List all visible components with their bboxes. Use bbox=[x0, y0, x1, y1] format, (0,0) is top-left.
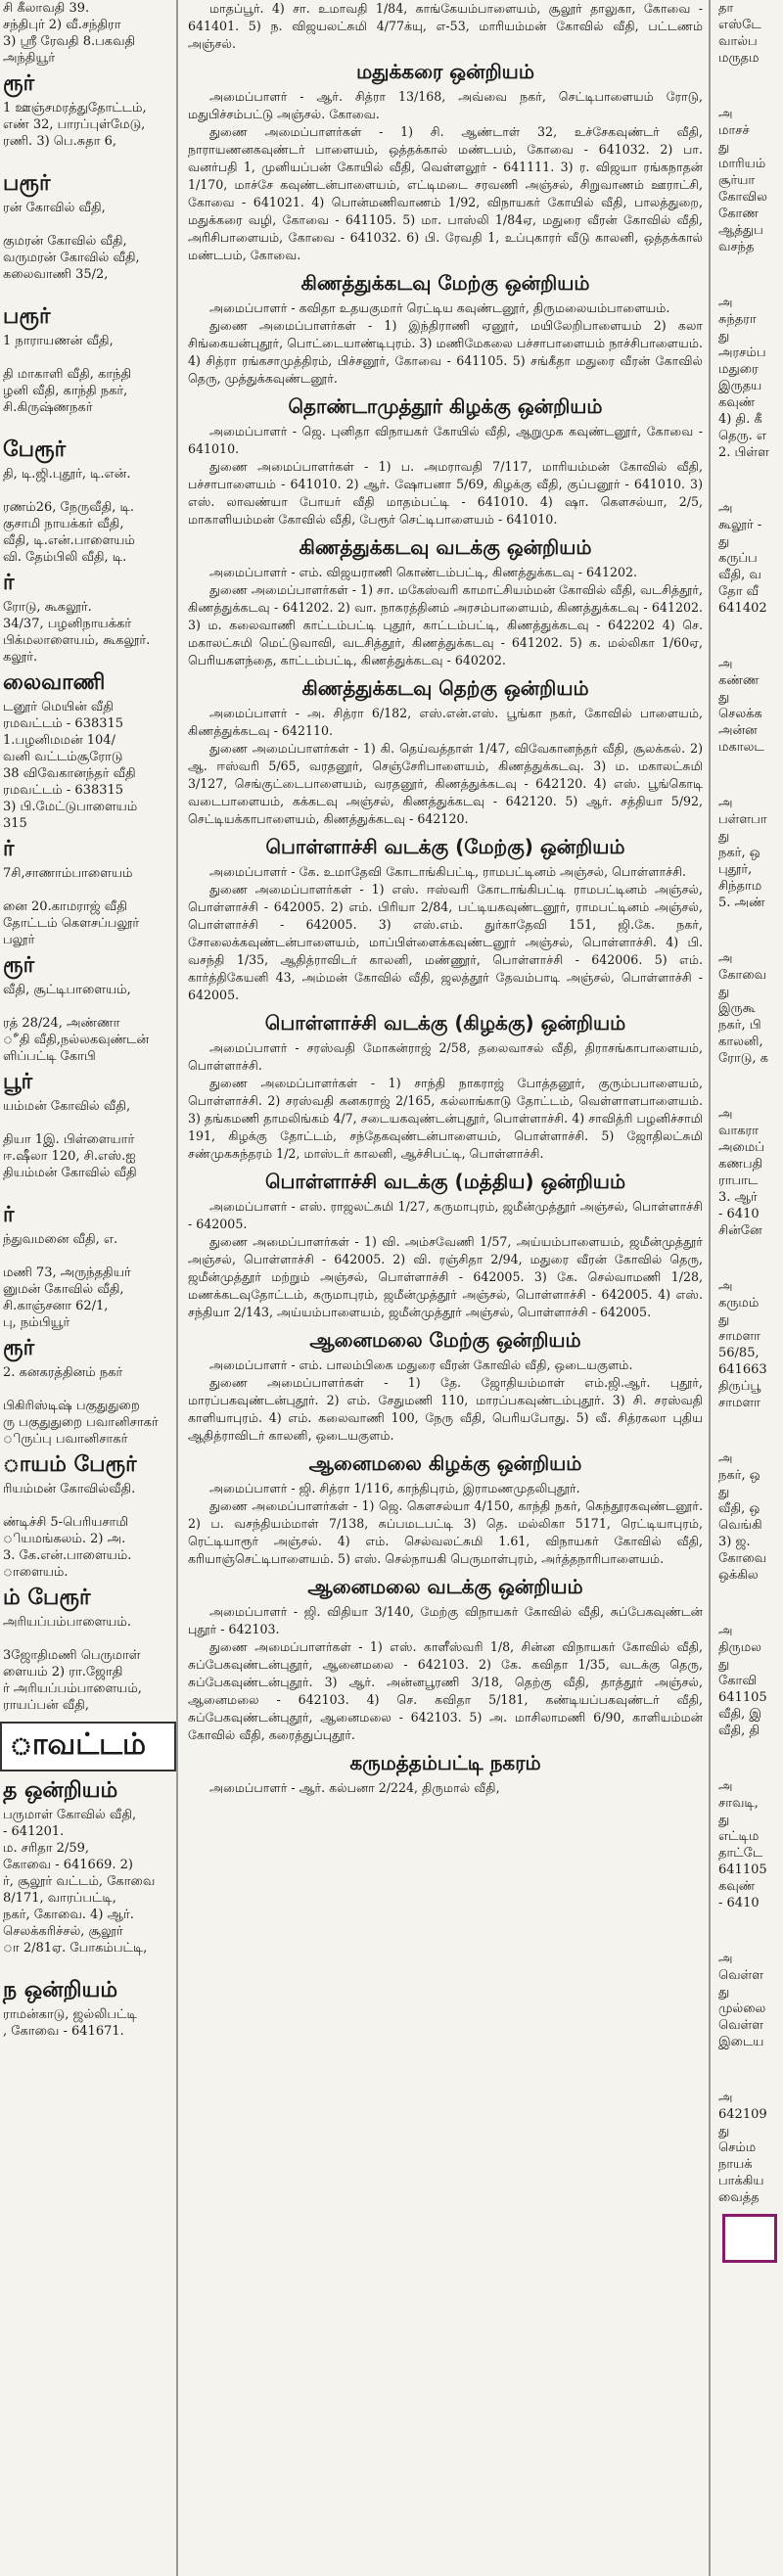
left-fragment-line: தி மாகாளி வீதி, காந்தி bbox=[3, 367, 132, 382]
left-fragment-line: கலைவாணி 35/2, bbox=[3, 267, 109, 282]
left-fragment-line: 3ஜோதிமணி பெருமாள் bbox=[3, 1648, 141, 1663]
right-fragment-line: 3. ஆர் bbox=[718, 1190, 758, 1205]
right-fragment-line: து bbox=[718, 829, 730, 844]
left-fragment-line bbox=[0, 1115, 176, 1131]
left-fragment-line: தியம்மன் கோவில் வீதி bbox=[3, 1166, 137, 1180]
right-fragment-line: கோவை bbox=[718, 1551, 767, 1566]
left-fragment-line: தியா 1இ. பிள்ளையார் bbox=[3, 1132, 135, 1147]
left-fragment-line bbox=[0, 998, 176, 1015]
right-fragment-line: அ bbox=[718, 1451, 733, 1466]
right-fragment-line: து bbox=[718, 1657, 730, 1672]
left-fragment-heading: ம் பேரூர் bbox=[3, 1585, 91, 1610]
union-sections bbox=[188, 57, 703, 1797]
left-fragment-line: ரணம்26, நேருவீதி, டி. bbox=[3, 500, 134, 515]
left-fragment-line: ாளையம். bbox=[3, 1565, 69, 1580]
section-leader: அமைப்பாளர் - ஆர். சித்ரா 13/168, அவ்வை நகர், செட்டிபாளையம் ரோடு, மதுபிச்சம்பட்டு அஞ்சல். கோவை. bbox=[188, 89, 703, 121]
section-deputies: துணை அமைப்பாளர்கள் - 1) கி. தெய்வத்தாள் 1/47, விவேகானந்தர் வீதி, சூலக்கல். 2) ஆ. ஈஸ்வரி 5/65, வரதனூர், செஞ்சேரிபாளையம், கிணத்துக்கடவு. 3) ம. மகாலட்சுமி 3/127, செங்குட்டைபாளையம், வரதனூர், கிணத்துக்கடவு - 642120. 4) எஸ். பூங்கொடி வடைபாளையம், கக்கடவு அஞ்சல், கிணத்துக்கடவு - 642120. 5) ஆர். சத்தியா 5/92, செட்டியக்காபாளையம், கிணத்துக்கடவு - 642120. bbox=[188, 741, 703, 826]
right-fragment-line: து bbox=[718, 1485, 730, 1499]
left-fragment-line: ரு பகுதுதுறை பவானிசாகர் bbox=[3, 1415, 159, 1430]
left-fragment-line bbox=[0, 1381, 176, 1398]
left-fragment-line: ராமன்காடு, ஜல்லிபட்டி bbox=[3, 2007, 137, 2022]
left-district-heading-box: ாவட்டம் bbox=[0, 1722, 176, 1771]
right-fragment-line: து bbox=[718, 1813, 730, 1827]
section-deputies: துணை அமைப்பாளர்கள் - 1) தே. ஜோதியம்மாள் எம்.ஜி.ஆர். புதூர், மாரப்பகவுண்டன்புதூர். 2) எம். சேதுமணி 110, மாரப்பகவுண்டம்புதூர். 3) சி. சரஸ்வதி காளியாபுரம். 4) எம். கலைவாணி 100, நேரு வீதி, பெரியபோது. 5) வீ. சித்ரகலா புதிய ஆதித்ராவிடர் காலனி, ஒடையகுளம். bbox=[188, 1375, 703, 1443]
right-fragment-line: ராபாட bbox=[718, 1173, 759, 1188]
right-fragment-line: கோவை bbox=[718, 968, 767, 983]
left-fragment-line: ரன் கோவில் வீதி, bbox=[3, 201, 106, 215]
right-fragment-line: வெள்ள bbox=[718, 2018, 764, 2033]
left-fragment-heading: பேரூர் bbox=[3, 437, 67, 462]
right-fragment-line: - 6410 bbox=[718, 1207, 760, 1221]
section-title: பொள்ளாச்சி வடக்கு (மேற்கு) ஒன்றியம் bbox=[265, 835, 625, 858]
right-fragment-line: கோண bbox=[718, 207, 759, 221]
union-section bbox=[188, 268, 703, 388]
right-fragment-line: 641663 bbox=[718, 1362, 767, 1377]
left-fragment-line: ராயப்பன் வீதி, bbox=[3, 1698, 89, 1713]
right-gap bbox=[716, 255, 783, 295]
left-fragment-line: ா 2/81ஏ. போகம்பட்டி, bbox=[3, 1941, 148, 1955]
section-title: ஆனைமலை மேற்கு ஒன்றியம் bbox=[309, 1328, 581, 1352]
right-fragment-line: எஸ்டே bbox=[718, 18, 761, 32]
section-leader: அமைப்பாளர் - எம். பாலம்பிகை மதுரை வீரன் கோவில் வீதி, ஒடையகுளம். bbox=[209, 1357, 633, 1372]
left-fragment-line: வி. தேம்பிலி வீதி, டி. bbox=[3, 550, 127, 565]
right-fragment-line: அரசம்ப bbox=[718, 345, 766, 360]
section-leader: அமைப்பாளர் - ஜி. சித்ரா 1/116, காந்திபுரம், இராமணமுதலிபுதூர். bbox=[209, 1481, 580, 1495]
right-fragment-line: அ bbox=[718, 296, 733, 310]
left-fragment-line: சந்திபுர் 2) வீ.சந்திரா bbox=[3, 18, 121, 32]
section-title: மதுக்கரை ஒன்றியம் bbox=[356, 60, 534, 83]
right-gap bbox=[716, 1584, 783, 1623]
right-fragment-line: தா bbox=[718, 1, 734, 16]
section-title: ஆனைமலை கிழக்கு ஒன்றியம் bbox=[308, 1451, 582, 1475]
left-fragment-line: குசாமி நாயக்கர் வீதி, bbox=[3, 517, 124, 531]
left-fragment-heading: ரூர் bbox=[3, 70, 35, 96]
left-fragment-heading: பரூர் bbox=[3, 170, 51, 196]
left-fragment-line bbox=[0, 1248, 176, 1265]
right-fragment-line: ஒக்கில bbox=[718, 1568, 759, 1583]
right-fragment-line: வாகரா bbox=[718, 1124, 760, 1138]
union-section bbox=[188, 832, 703, 1004]
left-fragment-line: தோட்டம் கௌசப்பலூர் bbox=[3, 916, 140, 931]
left-fragment-line: வீதி, சூட்டிபாளையம், bbox=[3, 983, 131, 997]
left-fragment-line: னை 20.காமராஜ் வீதி bbox=[3, 899, 127, 914]
left-fragment-line: ரமவட்டம் - 638315 bbox=[3, 783, 124, 798]
left-fragment-line: அந்தியூர் bbox=[3, 51, 56, 66]
right-fragment-line: நாயக் bbox=[718, 2157, 753, 2172]
left-fragment-line: கலூர். bbox=[3, 650, 38, 665]
left-fragment-line: டனூர் மெயின் வீதி bbox=[3, 700, 114, 714]
right-fragment-line: து bbox=[718, 140, 730, 155]
left-fragment-heading: லைவாணி bbox=[3, 669, 106, 695]
right-fragment-line: 641402 bbox=[718, 601, 767, 616]
right-fragment-line: து bbox=[718, 985, 730, 999]
left-fragment-line: ிருப்பு பவானிசாகர் bbox=[3, 1432, 128, 1447]
right-fragment-line: முல்லை bbox=[718, 2001, 766, 2016]
left-fragment-line: வருமரன் கோவில் வீதி, bbox=[3, 251, 140, 265]
left-fragment-line: ியமங்கலம். 2) அ. bbox=[3, 1532, 126, 1546]
union-section bbox=[188, 391, 703, 529]
right-gap bbox=[716, 1239, 783, 1278]
section-title: பொள்ளாச்சி வடக்கு (மத்திய) ஒன்றியம் bbox=[264, 1170, 626, 1193]
right-fragment-line: மாசச் bbox=[718, 123, 750, 138]
right-fragment-line: ஆத்துப bbox=[718, 223, 763, 238]
right-fragment-line: பாக்கிய bbox=[718, 2174, 764, 2188]
right-fragment-line: அமைப் bbox=[718, 1140, 764, 1155]
right-fragment-line: அ bbox=[718, 1779, 733, 1794]
left-fragment-line bbox=[0, 483, 176, 499]
right-fragment-line: சாவடி, bbox=[718, 1796, 759, 1811]
right-fragment-line: நகர், பி bbox=[718, 1018, 761, 1033]
right-fragment-line: து bbox=[718, 329, 730, 344]
right-fragment-line: து bbox=[718, 534, 730, 549]
right-fragment-line: கவுண் bbox=[718, 395, 756, 410]
right-fragment-line: வீதி, இ bbox=[718, 1707, 762, 1722]
union-section bbox=[188, 1008, 703, 1163]
left-fragment-heading: ரூர் bbox=[3, 1335, 35, 1360]
left-fragment-line: ரோடு, கூகலூர். bbox=[3, 600, 92, 615]
section-leader: அமைப்பாளர் - ஜெ. புனிதா விநாயகர் கோயில் வீதி, ஆறுமுக கவுண்டனூர், கோவை - 641010. bbox=[188, 424, 703, 456]
section-deputies: துணை அமைப்பாளர்கள் - 1) வி. அம்சவேணி 1/57, அய்யம்பாளையம், ஜமீன்முத்தூர் அஞ்சல், பொள்ளாச்சி - 642005. 2) வி. ரஞ்சிதா 2/94, மதுரை வீரன் கோவில் தெரு, ஜமீன்முத்தூர் மற்றும் அஞ்சல், பொள்ளாச்சி - 642005. 3) கே. செல்வாமணி 1/28, மணக்கடவுதோட்டம், கருமாபுரம், ஜமீன்முத்தூர் அஞ்சல், பொள்ளாச்சி - 642005. 4) எஸ். சந்தியா 2/143, அய்யம்பாளையம், ஜமீன்முத்தூர் அஞ்சல், பொள்ளாச்சி - 642005. bbox=[188, 1234, 703, 1319]
left-fragment-line: ளையம் 2) ரா.ஜோதி bbox=[3, 1665, 123, 1679]
right-fragment-line: திருமல bbox=[718, 1640, 761, 1655]
right-fragment-line: நகர், ஒ bbox=[718, 1468, 760, 1483]
left-fragment-heading: ர் bbox=[3, 570, 15, 595]
left-fragment-line: அரியப்பம்பாளையம். bbox=[3, 1615, 131, 1630]
left-fragment-line bbox=[0, 1497, 176, 1514]
left-fragment-line: ஈ.ஷீலா 120, சி.எஸ்.ஐ bbox=[3, 1149, 136, 1164]
right-fragment-line: து bbox=[718, 690, 730, 705]
left-fragment-line bbox=[0, 882, 176, 898]
right-gap bbox=[716, 911, 783, 950]
left-fragment-line: சி கீலாவதி 39. bbox=[3, 1, 90, 16]
union-section bbox=[188, 1748, 703, 1797]
right-fragment-line: செம்ம bbox=[718, 2140, 757, 2155]
left-fragment-line: பருமாள் கோவில் வீதி, bbox=[3, 1808, 137, 1822]
left-fragment-line: கோவை - 641669. 2) bbox=[3, 1858, 133, 1872]
left-fragment-line: குமரன் கோவில் வீதி, bbox=[3, 234, 127, 249]
right-fragment-line: அ bbox=[718, 657, 733, 671]
section-title: பொள்ளாச்சி வடக்கு (கிழக்கு) ஒன்றியம் bbox=[264, 1011, 626, 1035]
section-title: தொண்டாமுத்தூர் கிழக்கு ஒன்றியம் bbox=[288, 394, 603, 418]
left-fragment-line: ழனி வீதி, காந்தி நகர், bbox=[3, 384, 128, 398]
right-fragment-line: சின்னே bbox=[718, 1223, 762, 1238]
left-fragment-line: பிகிரிஸ்டிஷ் பகுதுதுறை bbox=[3, 1399, 140, 1413]
left-fragment-heading: ரூர் bbox=[3, 952, 35, 978]
right-gap bbox=[716, 1739, 783, 1778]
left-fragment-line: வீதி, டி.என்.பாளையம் bbox=[3, 533, 135, 548]
left-fragment-heading: ர் bbox=[3, 1202, 15, 1227]
left-fragment-line: ரமவட்டம் - 638315 bbox=[3, 716, 124, 731]
right-fragment-line: அ bbox=[718, 2091, 733, 2105]
right-fragment-line: து bbox=[718, 1985, 730, 2000]
left-fragment-line: 1 ஊஞ்சமரத்துதோட்டம், bbox=[3, 101, 147, 115]
left-fragment-line bbox=[0, 283, 176, 299]
section-deputies: துணை அமைப்பாளர்கள் - 1) சாந்தி நாகராஜ் போத்தனூர், குரும்பபாளையம், பொள்ளாச்சி. 2) சரஸ்வதி கனகராஜ் 2/165, கல்லாங்காடு தோட்டம், வெள்ளாளபாளையம். 3) தங்கமணி தாமலிங்கம் 4/7, சடையகவுண்டன்புதூர், பொள்ளாச்சி. 4) சாவித்ரி பழனிச்சாமி 191, கிழக்கு தோட்டம், சந்தேகவுண்டன்பாளையம், பொள்ளாச்சி. 5) ஜோதிலட்சுமி சண்முகசுந்தரம் 1/2, மாஸ்டர் காலனி, ஆச்சிபட்டி, பொள்ளாச்சி. bbox=[188, 1076, 703, 1161]
right-fragment-line: வைத்த bbox=[718, 2190, 760, 2205]
left-fragment-line: 38 விவேகானந்தர் வீதி bbox=[3, 766, 136, 781]
union-section bbox=[188, 1572, 703, 1744]
left-fragment-line: ரியம்மன் கோவில்வீதி. bbox=[3, 1482, 136, 1496]
left-fragment-line: 315 bbox=[3, 816, 27, 831]
right-fragment-line: புதூர், bbox=[718, 862, 753, 877]
left-fragment-line: சி.காஞ்சனா 62/1, bbox=[3, 1299, 109, 1313]
right-fragment-line: தெரு. எ bbox=[718, 429, 767, 443]
right-fragment-line: அ bbox=[718, 796, 733, 810]
left-fragment-line: 3) பி.மேட்டுபாளையம் bbox=[3, 800, 138, 814]
union-section bbox=[188, 673, 703, 828]
left-fragment-line: ரணி. 3) பெ.சுதா 6, bbox=[3, 134, 116, 149]
right-fragment-line: 641105 bbox=[718, 1690, 767, 1705]
left-fragment-line: 34/37, பழனிநாயக்கர் bbox=[3, 617, 132, 631]
right-fragment-line: தோ வீ bbox=[718, 584, 760, 599]
left-fragment-line: 8/171, வாரப்பட்டி, bbox=[3, 1891, 116, 1906]
section-leader: அமைப்பாளர் - எஸ். ராஜலட்சுமி 1/27, கருமாபுரம், ஜமீன்முத்தூர் அஞ்சல், பொள்ளாச்சி - 642005. bbox=[188, 1199, 703, 1231]
right-gap bbox=[716, 617, 783, 656]
left-fragment-line: சி.கிருஷ்ணநகர் bbox=[3, 400, 93, 415]
right-fragment-line: 641105 bbox=[718, 1863, 767, 1877]
left-fragment-line: பு, நம்பியூர் bbox=[3, 1315, 70, 1330]
right-fragment-line: வசந்த bbox=[718, 240, 755, 254]
left-fragment-heading: பூர் bbox=[3, 1069, 33, 1094]
left-fragment-line: 3. கே.என்.பாளையம். bbox=[3, 1548, 132, 1563]
right-fragment-line: திருப்பூ bbox=[718, 1379, 761, 1394]
left-fragment-line: ம. சரிதா 2/59, bbox=[3, 1841, 89, 1856]
union-section bbox=[188, 57, 703, 264]
union-section bbox=[188, 532, 703, 669]
section-leader: அமைப்பாளர் - சரஸ்வதி மோகன்ராஜ் 2/58, தலைவாசல் வீதி, திராசங்காபாளையம், பொள்ளாச்சி. bbox=[188, 1040, 703, 1073]
right-fragment-line: 56/85, bbox=[718, 1346, 760, 1360]
right-fragment-line: அ bbox=[718, 1624, 733, 1638]
section-title: கருமத்தம்பட்டி நகரம் bbox=[349, 1751, 541, 1774]
right-fragment-line: அன்ன bbox=[718, 723, 758, 738]
left-fragment-line: 7சி,சாணாம்பாளையம் bbox=[3, 866, 133, 881]
right-fragment-line: கருப்ப bbox=[718, 551, 758, 566]
left-fragment-heading: ந ஒன்றியம் bbox=[3, 1977, 118, 2002]
right-fragment-line: அ bbox=[718, 501, 733, 516]
section-title: கிணத்துக்கடவு வடக்கு ஒன்றியம் bbox=[299, 535, 592, 559]
intro-paragraph: மாதப்பூர். 4) சா. உமாவதி 1/84, காங்கேயம்பாளையம், சூலூர் தாலுகா, கோவை - 641401. 5) ந. விஜயலட்சுமி 4/77க்யு, எ-53, மாரியம்மன் கோவில் வீதி, பட்டணம் அஞ்சல். bbox=[188, 1, 703, 51]
right-fragment-line: 642109 bbox=[718, 2107, 767, 2122]
left-fragment-line: , கோவை - 641671. bbox=[3, 2024, 124, 2039]
right-fragment-line: வீதி, ஒ bbox=[718, 1501, 760, 1516]
union-section bbox=[188, 1449, 703, 1568]
section-leader: அமைப்பாளர் - கே. உமாதேவி கோடாங்கிபட்டி, ராமபட்டினம் அஞ்சல், பொள்ளாச்சி. bbox=[209, 864, 686, 879]
right-fragment-line: கோவில bbox=[718, 190, 767, 205]
right-fragment-line: 3) ஜ. bbox=[718, 1535, 751, 1549]
right-fragment-line: கருமம் bbox=[718, 1296, 760, 1311]
section-deputies: துணை அமைப்பாளர்கள் - 1) இந்திராணி ஏனூர், மயிலேறிபாளையம் 2) கலா சிங்கையன்புதூர், பொட்டையாண்டிபுரம். 3) மணிமேகலை பச்சாபாளையம் நாச்சிபாளையம். 4) சித்ரா ரங்கசாமுத்திரம், பிச்சனூர், கோவை - 641105. 5) சங்கீதா மதுரை வீரன் கோவில் தெரு, முத்துக்கவுண்டனூர். bbox=[188, 318, 703, 386]
left-fragment-line bbox=[0, 1956, 176, 1973]
left-fragment-line: ண்டிச்சி 5-பெரியசாமி bbox=[3, 1515, 129, 1530]
left-fragment-line: ர் அரியப்பம்பாளையம், bbox=[3, 1681, 142, 1696]
right-fragment-line: கணபதி bbox=[718, 1157, 763, 1172]
left-fragment-line: தி, டி.ஜி.புதூர், டி.என். bbox=[3, 467, 131, 482]
right-fragment-line: மகாலட bbox=[718, 740, 764, 755]
left-fragment-line bbox=[0, 1631, 176, 1647]
right-gap bbox=[716, 67, 783, 106]
left-fragment-line: யம்மன் கோவில் வீதி, bbox=[3, 1099, 131, 1114]
right-fragment-line: சாமளா bbox=[718, 1329, 760, 1344]
right-fragment-line: இருதய bbox=[718, 379, 762, 393]
section-title: ஆனைமலை வடக்கு ஒன்றியம் bbox=[307, 1575, 583, 1598]
right-gap bbox=[716, 2050, 783, 2090]
left-fragment-line: ரத் 28/24, அண்ணா bbox=[3, 1016, 120, 1031]
section-deputies: துணை அமைப்பாளர்கள் - 1) சா. மகேஸ்வரி காமாட்சியம்மன் கோவில் வீதி, வடசித்தூர், கிணத்துக்கடவு - 641202. 2) வா. நாகரத்தினம் அரசம்பாளையம், கிணத்துக்கடவு - 641202. 3) ம. கலைவாணி காட்டம்பட்டி புதூர், காட்டம்பட்டி, கிணத்துக்கடவு - 642202 4) செ. மகாலட்சுமி மெட்டுவாவி, வடசித்தூர், கிணத்துக்கடவு - 641202. 5) க. மல்லிகா 1/60ஏ, பெரியகளந்தை, காட்டம்பட்டி, கிணத்துக்கடவு - 640202. bbox=[188, 582, 703, 667]
left-fragment-line: 1 நாராயணன் வீதி, bbox=[3, 334, 114, 348]
right-gap bbox=[716, 1911, 783, 1951]
right-fragment-line: 4) தி. கீ bbox=[718, 412, 762, 427]
right-fragment-line: தாட்டே bbox=[718, 1846, 763, 1861]
left-fragment-line: நகர், கோவை. 4) ஆர். bbox=[3, 1908, 134, 1922]
left-fragment-line: மணி 73, அருந்ததியர் bbox=[3, 1265, 131, 1280]
right-fragment-line: நகர், ஒ bbox=[718, 846, 760, 860]
right-fragment-line: சுந்தரா bbox=[718, 312, 757, 327]
right-fragment-line: சிந்தாம bbox=[718, 879, 762, 894]
left-fragment-line: வனி வட்டம்சூரோடு bbox=[3, 750, 123, 764]
right-fragment-line: சூர்யா bbox=[718, 173, 756, 188]
right-fragment-line: பள்ளபா bbox=[718, 812, 767, 827]
right-fragment-line: வெள்ள bbox=[718, 1968, 764, 1983]
right-fragment-line: செலக்க bbox=[718, 707, 762, 721]
right-gap bbox=[716, 1411, 783, 1450]
left-fragment-line: 2. கனகரத்தினம் நகர் bbox=[3, 1365, 123, 1380]
right-fragment-line: - 6410 bbox=[718, 1896, 760, 1910]
section-leader: அமைப்பாளர் - அ. சித்ரா 6/182, எஸ்.என்.எஸ். பூங்கா நகர், கோவில் பாளையம், கிணத்துக்கடவு - 642110. bbox=[188, 706, 703, 738]
left-fragment-heading: ர் bbox=[3, 836, 15, 861]
right-fragment-line: அ bbox=[718, 1107, 733, 1122]
right-gap bbox=[716, 1067, 783, 1106]
right-gap bbox=[716, 756, 783, 795]
right-fragment-line: வீதி, வ bbox=[718, 568, 761, 582]
right-fragment-line: எட்டிம bbox=[718, 1829, 760, 1844]
left-fragment-line bbox=[0, 150, 176, 166]
section-leader: அமைப்பாளர் - ஆர். கல்பனா 2/224, திருமால் வீதி, bbox=[209, 1780, 500, 1795]
right-column-fragment bbox=[716, 0, 783, 2576]
section-deputies: துணை அமைப்பாளர்கள் - 1) ஜெ. கௌசல்யா 4/150, காந்தி நகர், கெந்தூரகவுண்டனூர். 2) ப. வசந்தியம்மாள் 7/138, சுப்பமடபட்டி 3) தெ. மல்லிகா 5171, ரெட்டியாபுரம், ரெட்டியாரூர் அஞ்சல். 4) எம். செல்வலட்சுமி 1.61, விநாயகர் கோவில் வீதி, கரியாஞ்செட்டிபாளையம். 5) எஸ். செல்நாயகி பெருமாள்புரம், அர்த்தநாரிபாளையம். bbox=[188, 1498, 703, 1566]
right-fragment-line: 2. பிள்ள bbox=[718, 445, 769, 460]
right-fragment-line: மதுரை bbox=[718, 362, 759, 377]
left-fragment-line bbox=[0, 416, 176, 433]
right-gap bbox=[716, 461, 783, 500]
right-fragment-line: காலனி, bbox=[718, 1035, 763, 1049]
union-section bbox=[188, 1167, 703, 1321]
left-fragment-line: ந்துவமனை வீதி, எ. bbox=[3, 1232, 118, 1247]
left-column-fragment bbox=[0, 0, 178, 2576]
main-article-column bbox=[182, 0, 711, 2576]
section-leader: அமைப்பாளர் - கவிதா உதயகுமார் ரெட்டிய கவுண்டனூர், திருமலையம்பாளையம். bbox=[209, 300, 670, 315]
right-fragment-line: அ bbox=[718, 951, 733, 966]
right-fragment-line: கூலூர் - bbox=[718, 518, 762, 532]
left-fragment-line: - 641201. bbox=[3, 1824, 65, 1839]
left-fragment-line: ளிப்பட்டி கோபி bbox=[3, 1049, 96, 1064]
section-leader: அமைப்பாளர் - எம். விஜயராணி கொண்டம்பட்டி, கிணத்துக்கடவு - 641202. bbox=[209, 565, 638, 579]
right-fragment-line: வீதி, தி bbox=[718, 1724, 760, 1738]
right-fragment-line: இருகூ bbox=[718, 1001, 756, 1016]
right-fragment-line: 5. அண் bbox=[718, 896, 765, 910]
right-fragment-line: து bbox=[718, 2124, 730, 2139]
section-deputies: துணை அமைப்பாளர்கள் - 1) எஸ். ஈஸ்வரி கோடாங்கிபட்டி ராமபட்டினம் அஞ்சல், பொள்ளாச்சி - 642005. 2) எம். பிரியா 2/84, பட்டியகவுண்டனூர், ராமபட்டினம் அஞ்சல், பொள்ளாச்சி - 642005. 3) எஸ்.எம். துர்காதேவி 151, ஜி.கே. நகர், சோலைக்கவுண்டன்பாளையம், மாப்பிள்ளைக்கவுண்டனூர் அஞ்சல், பொள்ளாச்சி. 4) பி. வசந்தி 1/35, ஆதித்ராவிடர் காலனி, மண்ணூர், பொள்ளாச்சி - 642006. 5) எம். கார்த்திகேயனி 43, அம்மன் கோவில் வீதி, ஜலத்தூர் தேவம்பாடி அஞ்சல், பொள்ளாச்சி - 642005. bbox=[188, 882, 703, 1002]
left-fragment-heading: ாயம் பேரூர் bbox=[3, 1451, 137, 1477]
right-fragment-line: அ bbox=[718, 107, 733, 121]
left-fragment-line bbox=[0, 1181, 176, 1198]
right-fragment-line: மருதம bbox=[718, 51, 760, 66]
left-fragment-line: 3) ஸ்ரீ ரேவதி 8.பகவதி bbox=[3, 34, 136, 49]
right-fragment-line: வெங்கி bbox=[718, 1518, 762, 1533]
left-fragment-line bbox=[0, 349, 176, 366]
right-fragment-line: கவுண் bbox=[718, 1879, 756, 1894]
left-fragment-line: பிக்மலாளையம், கூகலூர். bbox=[3, 633, 151, 648]
left-fragment-heading: பரூர் bbox=[3, 303, 51, 329]
right-fragment-line: து bbox=[718, 1312, 730, 1327]
section-leader: அமைப்பாளர் - ஜி. விதியா 3/140, மேற்கு விநாயகர் கோவில் வீதி, சுப்பேகவுண்டன் புதூர் - 642103. bbox=[188, 1604, 703, 1636]
right-fragment-line: வால்ப bbox=[718, 34, 758, 49]
left-fragment-line: செலக்கரிச்சல், சூலூர் bbox=[3, 1924, 123, 1939]
left-fragment-line: ர், சூலூர் வட்டம், கோவை bbox=[3, 1874, 156, 1889]
section-title: கிணத்துக்கடவு தெற்கு ஒன்றியம் bbox=[301, 676, 589, 700]
section-deputies: துணை அமைப்பாளர்கள் - 1) ப. அமராவதி 7/117, மாரியம்மன் கோவில் வீதி, பச்சாபாளையம் - 641010. 2) ஆர். ஷோபனா 5/69, கிழக்கு வீதி, குப்பனூர் - 641010. 3) எஸ். லாவண்யா போயர் வீதி மாதம்பட்டி - 641010. 4) ஷா. கௌசல்யா, 2/5, மாகாளியம்மன் கோவில் வீதி, பேரூர் செட்டிபாளையம் - 641010. bbox=[188, 459, 703, 527]
right-fragment-line: கண்ண bbox=[718, 673, 760, 688]
right-fragment-line: மாரியம் bbox=[718, 157, 766, 171]
left-fragment-heading: த ஒன்றியம் bbox=[3, 1777, 118, 1803]
right-fragment-line: ரோடு, க bbox=[718, 1051, 768, 1066]
right-fragment-line: கோவி bbox=[718, 1674, 758, 1688]
right-fragment-line: சாமளா bbox=[718, 1396, 760, 1410]
union-section bbox=[188, 1325, 703, 1445]
left-fragment-line: பலூர் bbox=[3, 933, 35, 947]
left-fragment-line: னுமன் கோவில் வீதி, bbox=[3, 1282, 124, 1297]
section-deputies: துணை அமைப்பாளர்கள் - 1) எஸ். காளீஸ்வரி 1/8, சின்ன விநாயகர் கோவில் வீதி, சுப்பேகவுண்டன்புதூர், ஆனைமலை - 642103. 2) கே. கவிதா 1/35, வடக்கு தெரு, சுப்பேகவுண்டன்புதூர். 3) ஆர். அன்னபூரணி 3/18, தெற்கு வீதி, தாத்தூர் அஞ்சல், ஆனைமலை - 642103. 4) செ. கவிதா 5/181, கண்டியப்பகவுண்டர் வீதி, சுப்பேகவுண்டன்புதூர், ஆனைமலை - 642103. 5) அ. மாசிலாமணி 6/90, காளியம்மன் கோவில் வீதி, கரைத்துப்புதூர். bbox=[188, 1639, 703, 1742]
section-deputies: துணை அமைப்பாளர்கள் - 1) சி. ஆண்டாள் 32, உச்சேகவுண்டர் வீதி, நாராயணனகவுண்டர் பாளையம், ஒத்தக்கால் மண்டபம், கோவை - 641032. 2) பா. வனர்பதி 1, முனியப்பன் கோயில் வீதி, வெள்ளலூர் - 641111. 3) ர. விஜயா ரங்கநாதன் 1/170, மாச்சே கவுண்டன்பாளையம், எட்டிமடை சரவணி அஞ்சல், சிறுவாணம் ஊராட்சி, கோவை - 641021. 4) பொன்மணிவாணம் 1/92, விநாயகர் கோயில் வீதி, பாலத்துறை, மதுக்கரை வழி, கோவை - 641105. 5) மா. பாஸ்லி 1/84ஏ, மதுரை வீரன் கோவில் வீதி, அரிசிபாளையம், கோவை - 641032. 6) பி. ரேவதி 1, உப்புகாரர் வீடு காலனி, ஒத்தக்கால் மண்டபம், கோவை. bbox=[188, 124, 703, 262]
section-title: கிணத்துக்கடவு மேற்கு ஒன்றியம் bbox=[300, 271, 590, 295]
right-fragment-line: இடைய bbox=[718, 2035, 764, 2049]
right-fragment-line: அ bbox=[718, 1952, 733, 1966]
left-fragment-line: 1.பழனிமமன் 104/ bbox=[3, 733, 115, 748]
right-fragment-line: அ bbox=[718, 1279, 733, 1294]
left-fragment-line: ீதி வீதி,நல்லகவுண்டன் bbox=[3, 1033, 150, 1047]
right-ad-box bbox=[722, 2214, 777, 2263]
left-fragment-line bbox=[0, 216, 176, 233]
left-fragment-line: எண் 32, பாரப்புள்மேடு, bbox=[3, 117, 146, 132]
